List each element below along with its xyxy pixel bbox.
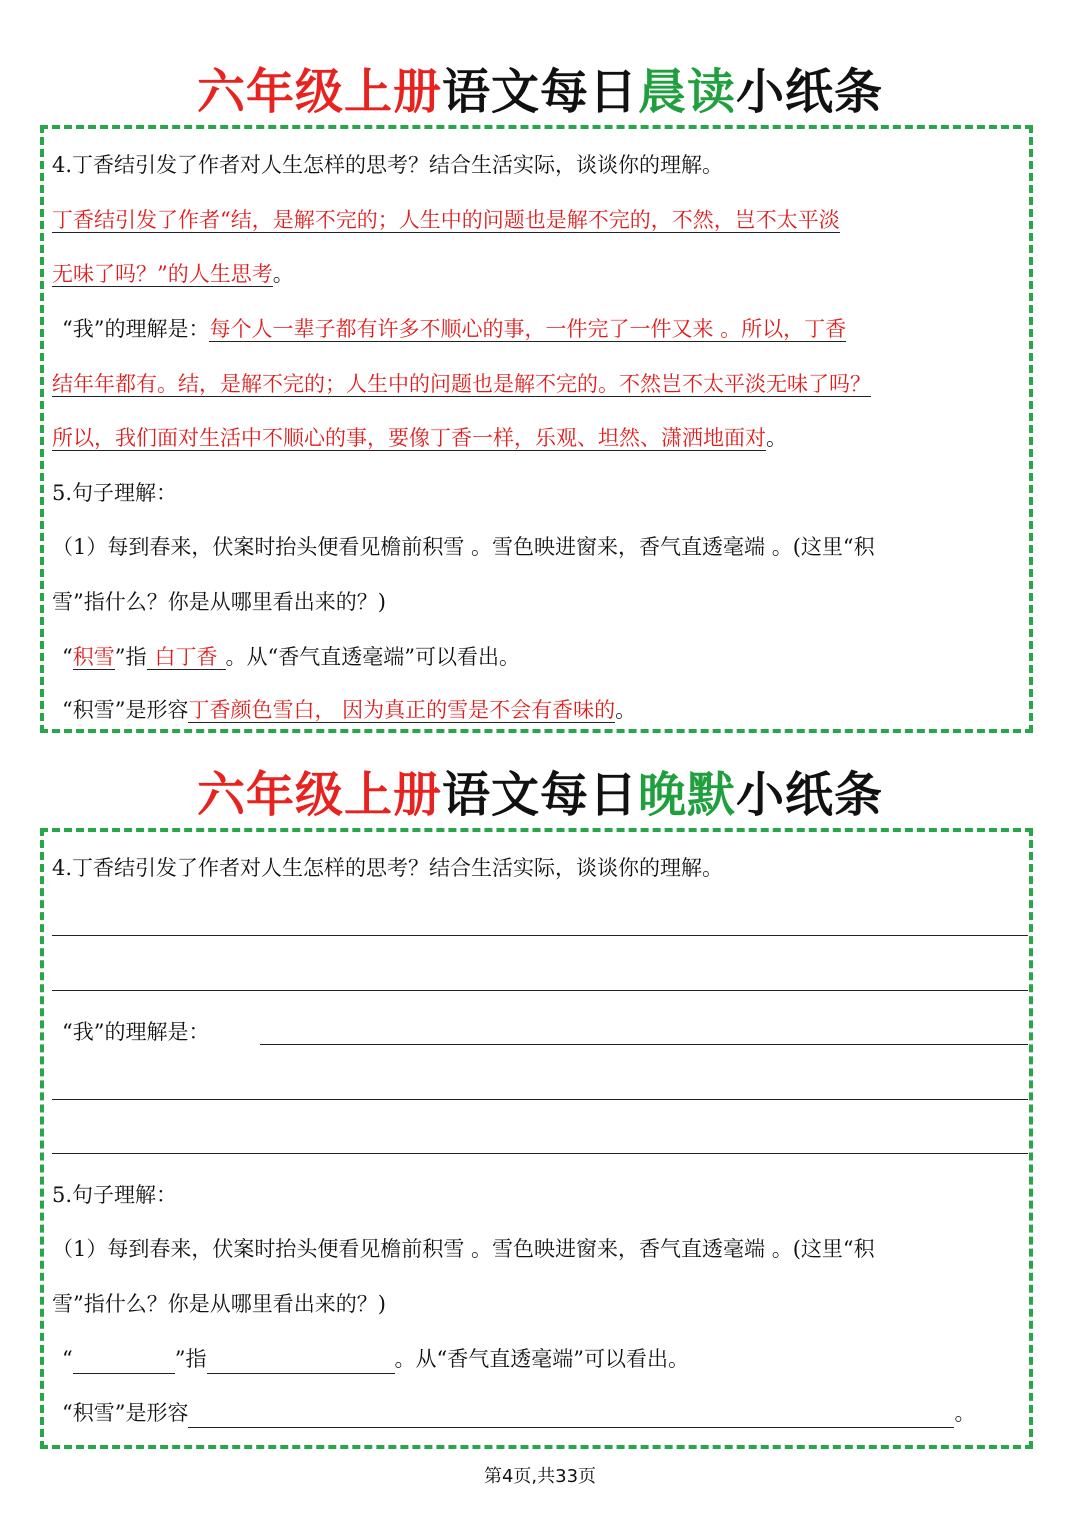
morning-q4-answer-line1	[52, 205, 840, 235]
title-grade: 六年级上册	[196, 64, 442, 120]
title-note: 小纸条	[736, 64, 884, 120]
my-understanding-label: “我”的理解是：	[62, 317, 210, 341]
title-subject: 语文每日	[441, 64, 638, 120]
evening-my-understanding-label: “我”的理解是：	[62, 1020, 210, 1044]
answer-text: 结年年都有。结，是解不完的；人生中的问题也是解不完的。不然岂不太平淡无味了吗？	[52, 372, 871, 396]
quote-close: ”指	[114, 645, 147, 669]
period: 。	[615, 698, 637, 722]
title-mode: 晚默	[638, 767, 737, 823]
answer-text: 无味了吗？”的人生思考	[52, 262, 273, 286]
answer-rest: 。从“香气直透毫端”可以看出。	[394, 1347, 689, 1371]
answer-text: 丁香颜色雪白， 因为真正的雪是不会有香味的	[188, 698, 616, 722]
evening-q5-heading: 5.句子理解：	[52, 1183, 178, 1207]
answer-text: 白丁香	[147, 645, 226, 670]
answer-line[interactable]	[52, 935, 1028, 936]
evening-title	[0, 765, 1080, 825]
answer-text: 每个人一辈子都有许多不顺心的事，一件完了一件又来 。所以，丁香	[209, 317, 847, 341]
quote-open: “	[62, 645, 73, 669]
quote-close: ”指	[174, 1347, 207, 1371]
morning-q5-sentence-line1: （1）每到春来，伏案时抬头便看见檐前积雪 。雪色映进窗来，香气直透毫端 。(这里“积	[52, 535, 875, 559]
morning-title	[0, 62, 1080, 122]
morning-my-understanding-line3	[52, 423, 787, 453]
answer-text: 所以，我们面对生活中不顺心的事，要像丁香一样，乐观、坦然、潇洒地面对	[52, 426, 766, 450]
morning-q5-answer2	[62, 695, 636, 725]
fill-blank[interactable]	[207, 1349, 395, 1374]
morning-q5-answer1	[62, 642, 520, 672]
morning-my-understanding-line2	[52, 369, 871, 399]
quote-open: “	[62, 1347, 73, 1371]
answer-line[interactable]	[52, 1153, 1028, 1154]
answer-line[interactable]	[52, 990, 1028, 991]
answer-line[interactable]	[52, 1099, 1028, 1100]
fill-blank[interactable]	[73, 1349, 175, 1374]
period: 。	[766, 426, 787, 450]
answer-word: 积雪	[72, 645, 115, 669]
title-note: 小纸条	[736, 767, 884, 823]
answer-prefix: “积雪”是形容	[62, 1401, 189, 1425]
answer-text: 丁香结引发了作者“结，是解不完的；人生中的问题也是解不完的，不然，岂不太平淡	[52, 208, 840, 232]
evening-q4-question: 4.丁香结引发了作者对人生怎样的思考？结合生活实际，谈谈你的理解。	[52, 856, 724, 880]
period: 。	[272, 262, 294, 286]
morning-q4-question: 4.丁香结引发了作者对人生怎样的思考？结合生活实际，谈谈你的理解。	[52, 153, 724, 177]
title-subject: 语文每日	[441, 767, 638, 823]
page-number: 第4页,共33页	[483, 1466, 597, 1487]
morning-q5-heading: 5.句子理解：	[52, 481, 178, 505]
evening-q5-sentence-line1: （1）每到春来，伏案时抬头便看见檐前积雪 。雪色映进窗来，香气直透毫端 。(这里“积	[52, 1237, 875, 1261]
answer-prefix: “积雪”是形容	[62, 698, 189, 722]
answer-line[interactable]	[260, 1044, 1028, 1045]
answer-rest: 。从“香气直透毫端”可以看出。	[225, 645, 520, 669]
morning-my-understanding-line1	[62, 314, 846, 344]
evening-q5-sentence-line2: 雪”指什么？你是从哪里看出来的？)	[52, 1292, 386, 1316]
title-grade: 六年级上册	[196, 767, 442, 823]
title-mode: 晨读	[638, 64, 737, 120]
morning-q4-answer-line2	[52, 259, 294, 289]
morning-q5-sentence-line2: 雪”指什么？你是从哪里看出来的？)	[52, 590, 386, 614]
period: 。	[954, 1401, 976, 1425]
fill-blank[interactable]	[188, 1403, 954, 1428]
evening-q5-blank2	[62, 1398, 975, 1428]
evening-q5-blank1	[62, 1344, 689, 1374]
